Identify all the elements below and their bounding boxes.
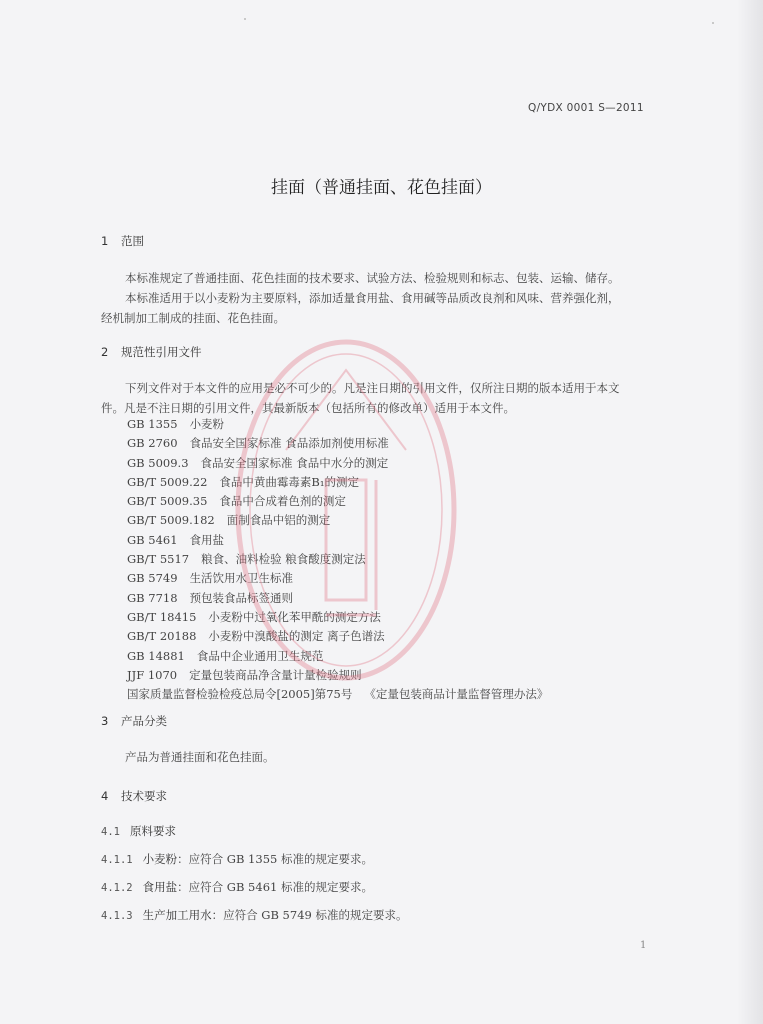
paragraph-line: 件。凡是不注日期的引用文件，其最新版本（包括所有的修改单）适用于本文件。 [101,401,515,415]
clause-label: 小麦粉 [142,852,178,866]
reference-title: 小麦粉中过氧化苯甲酰的测定方法 [208,609,381,624]
reference-title: 食品中合成着色剂的测定 [219,494,346,509]
reference-item [127,454,647,473]
section-2-intro [101,378,661,418]
reference-code: 国家质量监督检验检疫总局令[2005]第75号 [127,687,353,702]
section-title: 产品分类 [121,714,167,728]
reference-code: GB 5749 [127,571,178,586]
reference-code: GB 14881 [127,648,185,663]
paragraph-line: 下列文件对于本文件的应用是必不可少的。凡是注日期的引用文件，仅所注日期的版本适用于本文 [125,381,620,395]
section-2-heading [101,344,202,360]
page-edge-shadow [737,0,763,1024]
reference-item [127,531,647,550]
document-title: 挂面（普通挂面、花色挂面） [271,178,492,198]
clause-4-1-1 [101,851,373,867]
reference-code: GB 5461 [127,532,178,547]
reference-code: GB/T 5009.35 [127,494,208,509]
reference-item [127,569,647,588]
reference-title: 小麦粉 [189,417,225,431]
section-number: 4 [101,789,109,803]
reference-code: GB/T 5009.22 [127,474,208,489]
clause-label: 食用盐 [142,880,178,894]
section-number: 3 [101,714,109,728]
clause-number: 4.1.3 [101,910,133,922]
clause-text: ：应符合 GB 1355 标准的规定要求。 [177,852,373,866]
reference-title: 食用盐 [189,532,225,547]
document-code: Q/YDX 0001 S—2011 [528,102,644,114]
reference-code: GB/T 5517 [127,552,190,567]
reference-list [127,415,647,704]
reference-item [127,434,647,453]
scan-speck [244,18,246,20]
reference-title: 粮食、油料检验 粮食酸度测定法 [201,552,366,567]
section-4-heading [101,788,167,804]
reference-item [127,685,647,704]
subsection-title: 原料要求 [129,824,176,838]
reference-item [127,492,647,511]
reference-code: GB 7718 [127,590,178,605]
subsection-number: 4.1 [101,826,120,838]
page-number: 1 [640,940,647,951]
reference-item [127,589,647,608]
reference-code: GB/T 20188 [127,629,197,644]
clause-number: 4.1.2 [101,882,133,894]
reference-title: 食品中企业通用卫生规范 [196,648,324,663]
reference-item [127,550,647,569]
section-number: 1 [101,234,109,248]
reference-title: 食品安全国家标准 食品中水分的测定 [200,455,389,470]
clause-4-1-2 [101,879,373,895]
reference-code: JJF 1070 [127,667,178,682]
scan-speck [712,22,714,24]
reference-title: 食品中黄曲霉毒素B₁的测定 [219,474,359,489]
section-number: 2 [101,345,109,359]
paragraph-line: 本标准规定了普通挂面、花色挂面的技术要求、试验方法、检验规则和标志、包装、运输、储存。 [125,271,620,285]
paragraph-line: 经机制加工制成的挂面、花色挂面。 [101,311,285,325]
reference-item [127,627,647,646]
paragraph-line: 产品为普通挂面和花色挂面。 [125,750,275,764]
section-3-heading [101,713,167,729]
clause-text: ：应符合 GB 5749 标准的规定要求。 [211,908,408,922]
reference-title: 定量包装商品净含量计量检验规则 [189,667,362,682]
section-title: 范围 [121,234,144,248]
clause-number: 4.1.1 [101,854,133,866]
reference-item [127,647,647,666]
reference-title: 小麦粉中溴酸盐的测定 离子色谱法 [208,629,385,644]
reference-item [127,415,647,434]
reference-title: 《定量包装商品计量监督管理办法》 [364,687,549,702]
reference-title: 面制食品中铝的测定 [226,513,331,528]
reference-item [127,666,647,685]
section-3-body [101,747,661,767]
reference-code: GB 1355 [127,417,178,431]
clause-text: ：应符合 GB 5461 标准的规定要求。 [177,880,373,894]
reference-code: GB 5009.3 [127,455,189,470]
section-1-body [101,268,661,328]
reference-code: GB/T 5009.182 [127,513,215,528]
paragraph-line: 本标准适用于以小麦粉为主要原料，添加适量食用盐、食用碱等品质改良剂和风味、营养强化剂， [125,291,620,305]
reference-title: 预包装食品标签通则 [189,590,294,605]
clause-4-1-3 [101,907,407,923]
section-1-heading [101,233,144,249]
reference-item [127,608,647,627]
reference-title: 食品安全国家标准 食品添加剂使用标准 [189,436,389,451]
section-title: 规范性引用文件 [121,345,202,359]
subsection-4-1 [101,823,176,839]
reference-title: 生活饮用水卫生标准 [189,571,294,586]
reference-item [127,473,647,492]
reference-item [127,511,647,530]
reference-code: GB 2760 [127,436,178,451]
clause-label: 生产加工用水 [142,908,212,922]
reference-code: GB/T 18415 [127,609,197,624]
section-title: 技术要求 [121,789,167,803]
